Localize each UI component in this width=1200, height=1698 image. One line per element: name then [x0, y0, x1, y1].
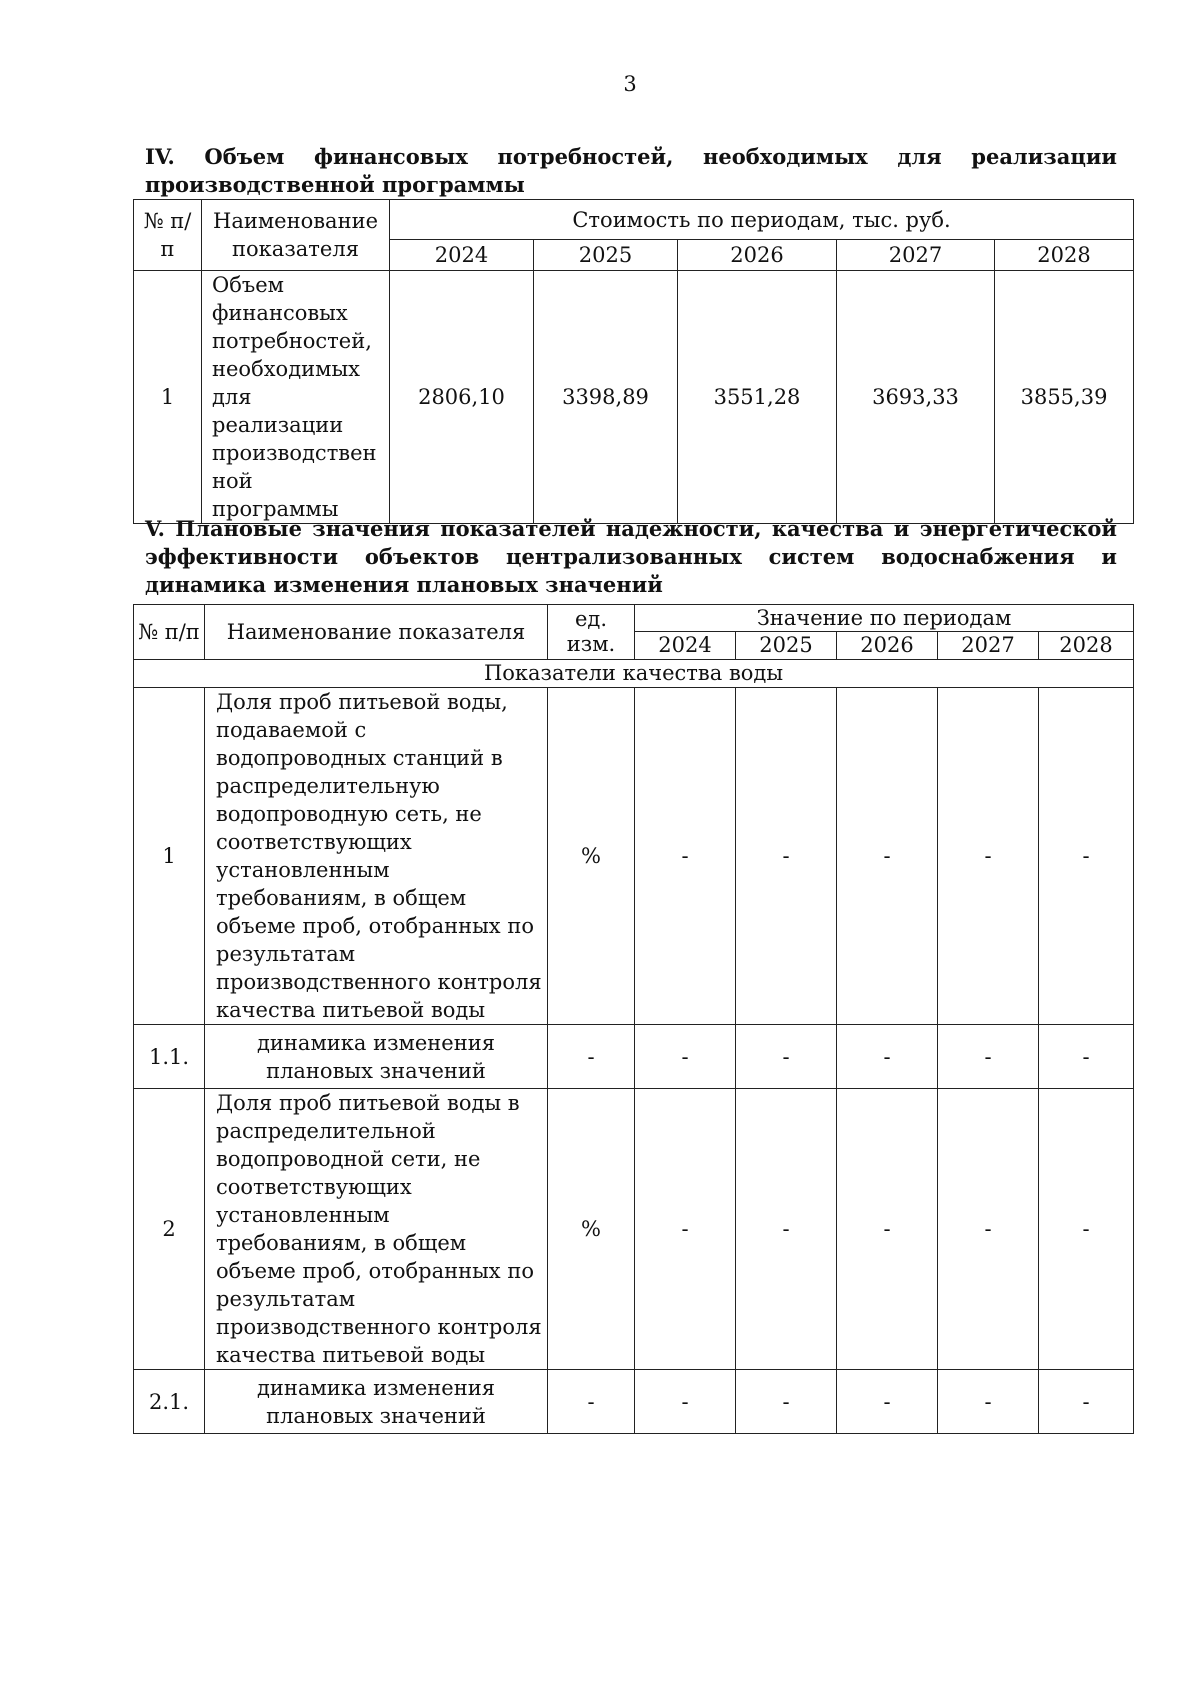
row-value: -	[837, 688, 938, 1025]
row-value: -	[736, 688, 837, 1025]
column-header-year: 2027	[837, 240, 995, 271]
row-value: -	[837, 1025, 938, 1089]
row-value: 3551,28	[678, 271, 837, 524]
row-unit: %	[548, 1089, 635, 1370]
row-value: 3693,33	[837, 271, 995, 524]
row-num: 1	[134, 688, 205, 1025]
column-header-year: 2028	[1039, 632, 1134, 660]
row-value: 3398,89	[534, 271, 678, 524]
row-num: 1	[134, 271, 202, 524]
section-5-title: V. Плановые значения показателей надежности, качества и энергетической эффективности объектов централизованных систем водоснабжения и динамика изменения плановых значений	[145, 516, 1117, 597]
row-name: динамика изменения плановых значений	[205, 1370, 548, 1434]
row-name: Доля проб питьевой воды в распределительной водопроводной сети, не соответствующих установленным требованиям, в общем объеме проб, отобранных по результатам производственного контроля качества питьевой воды	[205, 1089, 548, 1370]
table-row	[134, 1370, 1134, 1434]
row-value: -	[938, 1370, 1039, 1434]
column-header-year: 2025	[736, 632, 837, 660]
row-value: -	[736, 1025, 837, 1089]
row-value: -	[736, 1370, 837, 1434]
row-value: -	[1039, 1089, 1134, 1370]
row-name: Доля проб питьевой воды, подаваемой с водопроводных станций в распределительную водопроводную сеть, не соответствующих установленным требованиям, в общем объеме проб, отобранных по результатам производственного контроля качества питьевой воды	[205, 688, 548, 1025]
column-header-num: № п/п	[134, 605, 205, 660]
row-value: -	[1039, 1370, 1134, 1434]
row-value: -	[938, 1089, 1039, 1370]
table-row	[134, 271, 1134, 524]
row-value: -	[837, 1370, 938, 1434]
column-header-year: 2024	[635, 632, 736, 660]
row-value: -	[1039, 688, 1134, 1025]
row-value: 2806,10	[390, 271, 534, 524]
column-header-year: 2026	[837, 632, 938, 660]
row-unit: -	[548, 1370, 635, 1434]
row-name: динамика изменения плановых значений	[205, 1025, 548, 1089]
column-header-year: 2026	[678, 240, 837, 271]
row-value: -	[938, 1025, 1039, 1089]
column-header-year: 2027	[938, 632, 1039, 660]
row-unit: %	[548, 688, 635, 1025]
row-unit: -	[548, 1025, 635, 1089]
quality-indicators-table	[133, 604, 1134, 1434]
row-value: -	[635, 1025, 736, 1089]
row-num: 2.1.	[134, 1370, 205, 1434]
row-value: -	[635, 1089, 736, 1370]
row-value: -	[837, 1089, 938, 1370]
table-row	[134, 1025, 1134, 1089]
row-value: -	[1039, 1025, 1134, 1089]
column-header-period: Значение по периодам	[635, 605, 1134, 632]
column-header-unit: ед. изм.	[548, 605, 635, 660]
row-value: -	[736, 1089, 837, 1370]
column-header-num: № п/п	[134, 200, 202, 271]
table-header-row	[134, 605, 1134, 632]
column-header-year: 2024	[390, 240, 534, 271]
section-4-title: IV. Объем финансовых потребностей, необходимых для реализации производственной программы	[145, 144, 1117, 197]
row-value: -	[938, 688, 1039, 1025]
column-header-year: 2028	[995, 240, 1134, 271]
column-header-name: Наименование показателя	[205, 605, 548, 660]
row-value: -	[635, 688, 736, 1025]
row-name: Объем финансовых потребностей, необходимых для реализации производствен ной программы	[202, 271, 390, 524]
table-header-row	[134, 200, 1134, 240]
row-value: 3855,39	[995, 271, 1134, 524]
column-header-cost: Стоимость по периодам, тыс. руб.	[390, 200, 1134, 240]
financial-needs-table	[133, 199, 1134, 524]
table-row	[134, 1089, 1134, 1370]
group-label: Показатели качества воды	[134, 660, 1134, 688]
group-row	[134, 660, 1134, 688]
row-value: -	[635, 1370, 736, 1434]
row-num: 1.1.	[134, 1025, 205, 1089]
page-number: 3	[623, 72, 637, 96]
row-num: 2	[134, 1089, 205, 1370]
table-row	[134, 688, 1134, 1025]
column-header-year: 2025	[534, 240, 678, 271]
column-header-name: Наименование показателя	[202, 200, 390, 271]
